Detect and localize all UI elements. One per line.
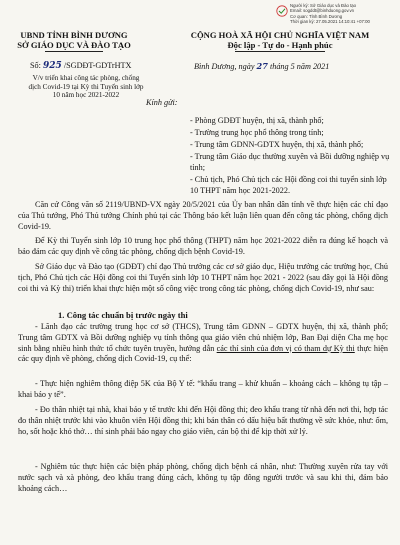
number-label: Số: xyxy=(30,61,41,70)
section-heading: 1. Công tác chuẩn bị trước ngày thi xyxy=(58,310,188,320)
recipient-item: - Phòng GDĐT huyện, thị xã, thành phố; xyxy=(190,116,324,125)
document-date xyxy=(194,61,329,71)
paragraph-temperature: - Đo thân nhiệt tại nhà, khai báo y tế trước khi đến Hội đồng thi; đeo khẩu trang từ nhà đến nơi thi, hợp tác đo thân nhiệt trước khi vào khuôn viên Hội đồng thi; khi bản thân có dấu hiệu bất thường về sức khỏe, như: ốm, ho, sốt hoặc khó thở… thí sinh phải báo ngay cho giáo viên, cán bộ thi để kịp thời xử lý. xyxy=(18,405,388,436)
preparation-text-end: thực hiện các quy định về phòng, chống dịch Covid-19, cụ thể: xyxy=(18,343,388,364)
recipients-label: Kính gửi: xyxy=(146,98,178,107)
preparation-underlined: các thí sinh của đơn vị có tham dự Kỳ thi xyxy=(216,343,355,353)
number-code: /SGDĐT-GDTrHTX xyxy=(63,61,132,70)
nation-motto: Độc lập - Tự do - Hạnh phúc xyxy=(227,40,333,50)
signature-email: Email: sogddt@binhduong.gov.vn xyxy=(290,8,355,14)
paragraph-directive: Sở Giáo dục và Đào tạo (GDĐT) chỉ đạo Thủ trưởng các cơ sở giáo dục, Hiệu trưởng các trường học, Chủ tịch, Phó Chủ tịch các Hội đồng coi thi Tuyển sinh lớp 10 THPT năm học 2021 - 2022 (sau đây gọi là Hội đồng coi thi và Kỳ thi) triển khai thực hiện một số công việc trong công tác phòng, chống dịch Covid-19, như sau: xyxy=(18,262,388,293)
paragraph-5k: - Thực hiện nghiêm thông điệp 5K của Bộ Y tế: “khẩu trang – khử khuẩn – khoảng cách – không tụ tập – khai báo y tế”. xyxy=(18,379,388,399)
date-day: 27 xyxy=(256,61,268,71)
recipient-item: - Trường trung học phổ thông trong tỉnh; xyxy=(190,128,324,137)
recipient-item: - Trung tâm GDNN-GDTX huyện, thị xã, thành phố; xyxy=(190,140,364,149)
subject-line: dịch Covid-19 tại Kỳ thi Tuyển sinh lớp xyxy=(28,82,144,91)
signature-time: Thời gian ký: 27.05.2021 14:10:41 +07:00 xyxy=(290,18,370,24)
org-name: SỞ GIÁO DỤC VÀ ĐÀO TẠO xyxy=(17,40,131,50)
subject-line: 10 năm học 2021-2022 xyxy=(52,91,120,100)
preparation-text: - Lãnh đạo các trường trung học cơ sở (THCS), Trung tâm GDNN – GDTX huyện, thị xã, thành phố; Trung tâm GDTX và Bồi dưỡng nghiệp vụ tỉnh thông qua giáo viên chủ nhiệm lớp, Ban Đại diện Cha mẹ học sinh bằng nhiều hình thức tổ chức tuyên truyền, hướng dẫn xyxy=(18,322,388,353)
recipient-item: - Trung tâm Giáo dục thường xuyên và Bồi dưỡng nghiệp vụ tỉnh; xyxy=(190,152,390,172)
signature-agency: Cơ quan: Tỉnh Bình Dương xyxy=(290,13,343,19)
motto-underline xyxy=(235,51,325,52)
number-handwritten: 925 xyxy=(42,61,62,71)
paragraph-purpose: Để Kỳ thi Tuyển sinh lớp 10 trung học phổ thông (THPT) năm học 2021-2022 diễn ra đúng kế hoạch và bảo đảm các quy định về công tác phòng, chống dịch bệnh Covid-19. xyxy=(18,236,388,256)
nation-title: CỘNG HOÀ XÃ HỘI CHỦ NGHĨA VIỆT NAM xyxy=(190,30,370,40)
document-subject xyxy=(20,74,152,100)
org-underline xyxy=(45,51,103,52)
paragraph-preparation xyxy=(18,322,388,365)
subject-line: V/v triển khai công tác phòng, chống xyxy=(32,74,140,82)
date-prefix: Bình Dương, ngày xyxy=(194,62,255,71)
signature-signer: Người ký: Sở Giáo dục và Đào tạo xyxy=(290,3,357,8)
org-parent: UBND TỈNH BÌNH DƯƠNG xyxy=(20,30,128,40)
recipient-item: - Chủ tịch, Phó Chủ tịch các Hội đồng coi thi tuyển sinh lớp 10 THPT năm học 2021-2022. xyxy=(190,175,387,195)
paragraph-personal-measures: - Nghiêm túc thực hiện các biện pháp phòng, chống dịch bệnh cá nhân, như: Thường xuyên rửa tay với nước sạch và xà phòng, đeo khẩu trang đúng cách, không tụ tập đông người trước và sau khi thi, đảm bảo khoảng cách… xyxy=(18,462,388,493)
document-number xyxy=(30,61,131,71)
signature-seal-icon xyxy=(276,5,288,17)
paragraph-basis: Căn cứ Công văn số 2119/UBND-VX ngày 20/5/2021 của Ủy ban nhân dân tỉnh về thực hiện các chỉ đạo của Thủ tướng, Phó Thủ tướng Chính phủ tại các Thông báo kết luận liên quan đến công tác phòng, chống dịch Covid-19. xyxy=(18,200,388,231)
date-suffix: tháng 5 năm 2021 xyxy=(269,62,330,71)
digital-signature-block xyxy=(290,3,398,27)
